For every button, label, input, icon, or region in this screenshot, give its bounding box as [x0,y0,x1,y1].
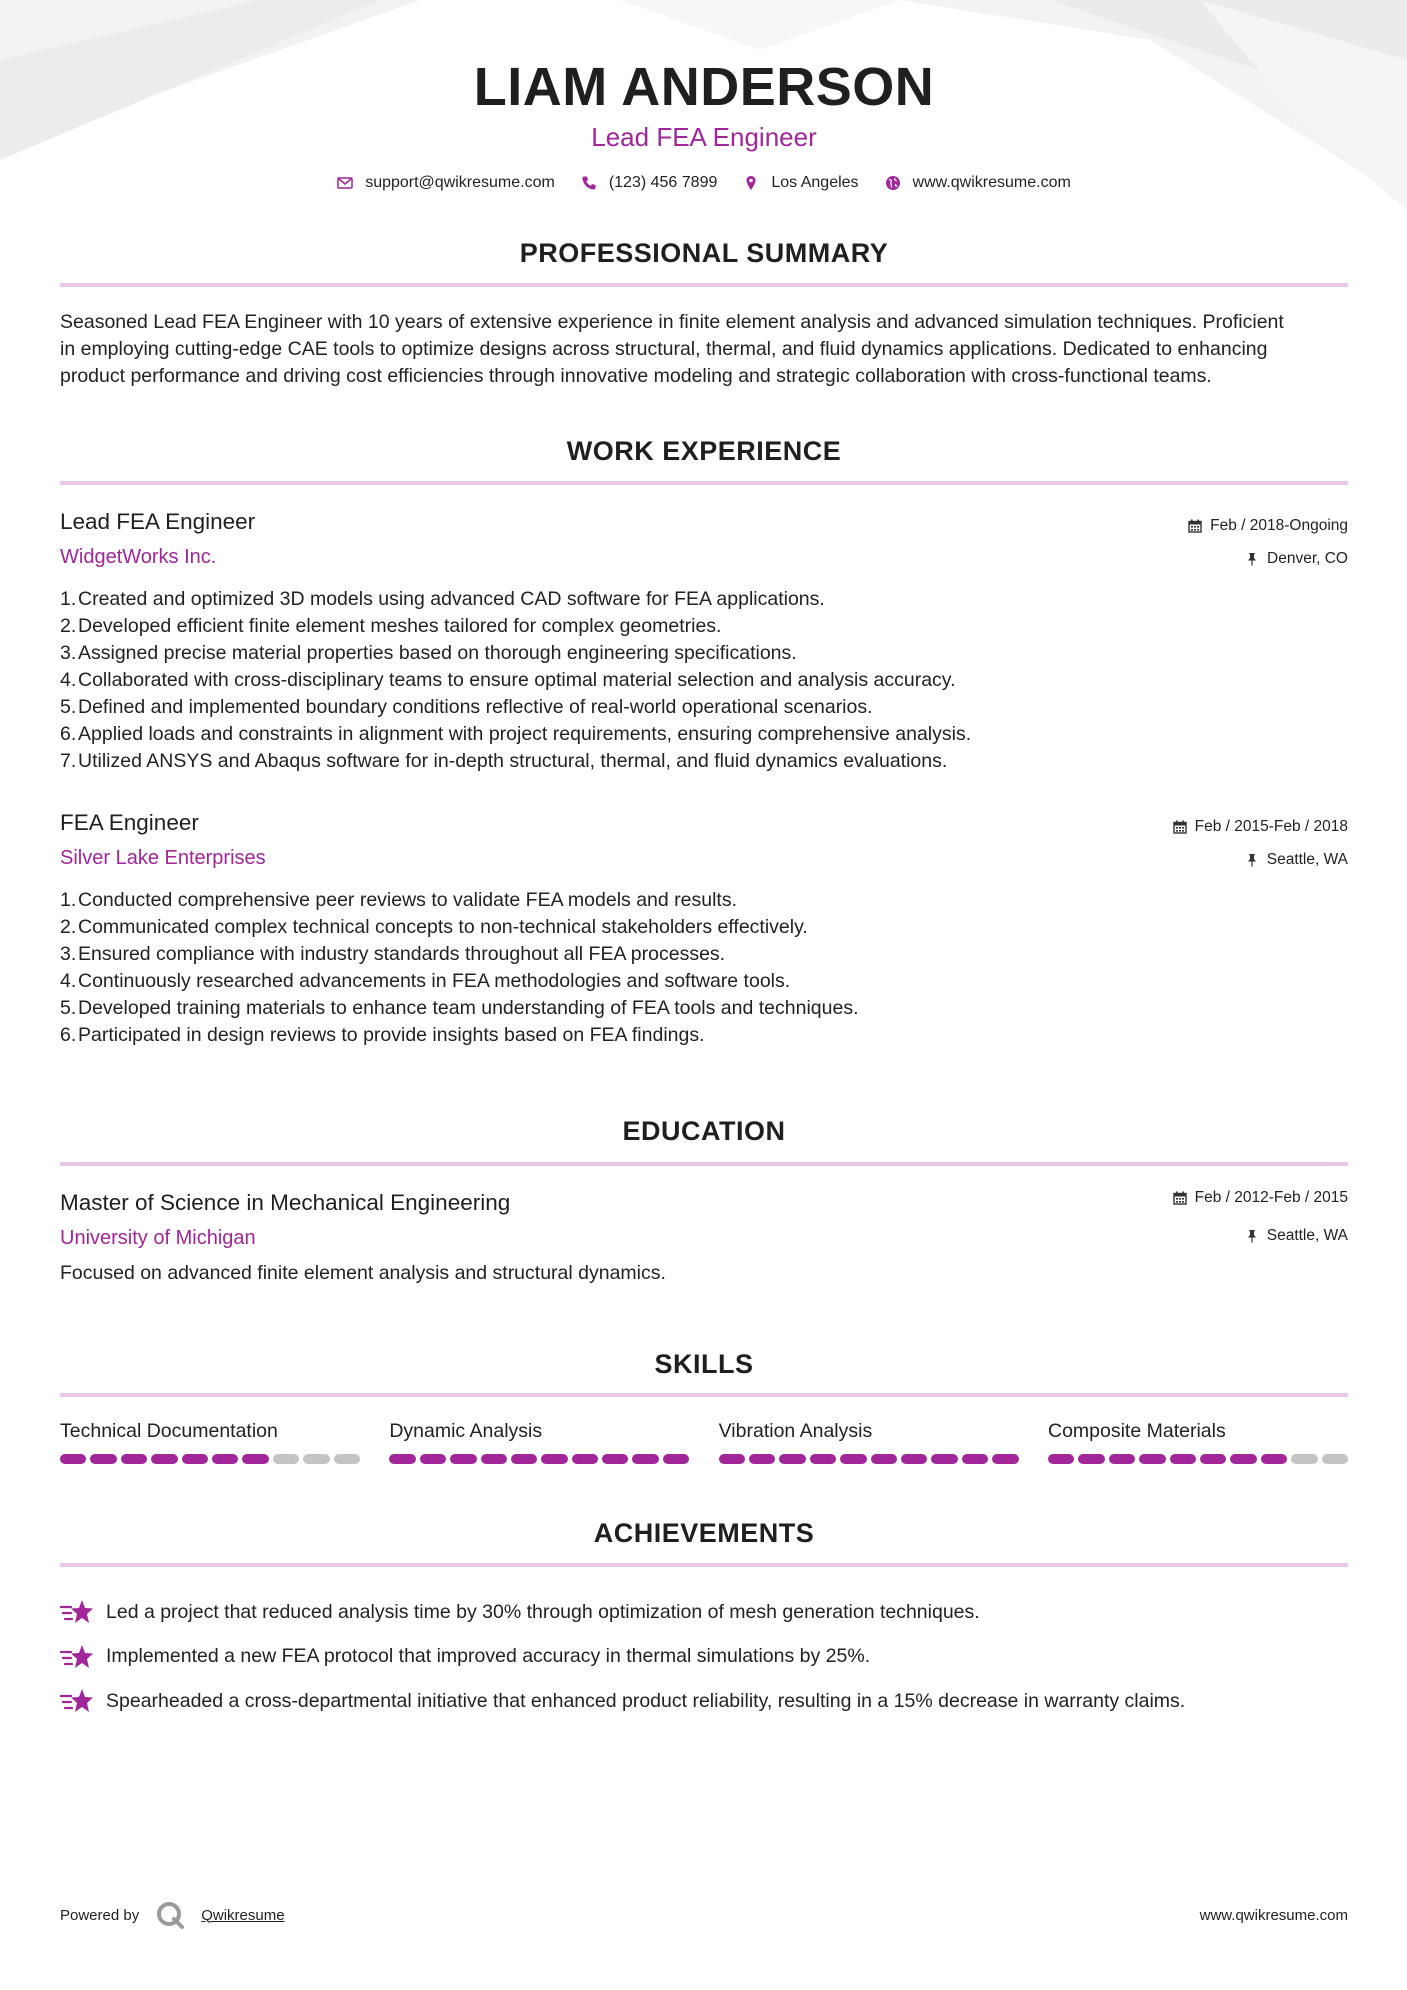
contact-website-text: www.qwikresume.com [912,174,1071,191]
skill-segment-filled [60,1454,86,1464]
skill-segment-empty [334,1454,360,1464]
job-duties-list [60,887,1348,1049]
achievements-heading: ACHIEVEMENTS [593,1518,815,1548]
skill-segment-filled [810,1454,836,1464]
duty-text: Conducted comprehensive peer reviews to validate FEA models and results. [78,889,738,911]
skill-level-bar [1048,1454,1348,1464]
skill-segment-filled [1261,1454,1287,1464]
duty-text: Continuously researched advancements in FEA methodologies and software tools. [78,970,791,992]
skill-segment-filled [420,1454,446,1464]
duty-text: Created and optimized 3D models using advanced CAD software for FEA applications. [78,588,825,610]
skill-segment-filled [749,1454,775,1464]
skill-segment-filled [481,1454,507,1464]
summary-line: Seasoned Lead FEA Engineer with 10 years of extensive experience in finite element analysis and advanced simulation techniques. Proficient [60,311,1284,333]
education-location-text: Seattle, WA [1266,1227,1348,1244]
skill-segment-filled [242,1454,268,1464]
contact-location-text: Los Angeles [771,174,859,191]
skill-segment-filled [121,1454,147,1464]
skill-name: Composite Materials [1047,1420,1226,1442]
list-item: 5. Defined and implemented boundary conditions reflective of real-world operational scenarios. [60,694,1348,721]
shooting-star-icon [60,1643,94,1671]
duty-text: Developed training materials to enhance team understanding of FEA tools and techniques. [78,997,859,1019]
achievements-divider [60,1563,1348,1567]
skill-name: Dynamic Analysis [389,1420,543,1442]
education-heading: EDUCATION [622,1116,786,1146]
summary-heading: PROFESSIONAL SUMMARY [519,238,889,268]
skill-level-bar [719,1454,1019,1464]
skill-segment-filled [541,1454,567,1464]
job-title: Lead FEA Engineer [60,509,256,534]
list-item: 3. Ensured compliance with industry standards throughout all FEA processes. [60,941,1348,968]
skills-heading: SKILLS [654,1349,754,1379]
skill-segment-filled [1078,1454,1104,1464]
education-dates-text: Feb / 2012-Feb / 2015 [1194,1189,1348,1206]
contact-bar [60,174,1348,192]
job-dates-text: Feb / 2018-Ongoing [1210,517,1348,534]
list-item: 2. Developed efficient finite element meshes tailored for complex geometries. [60,613,1348,640]
achievement-item [60,1635,1348,1680]
education-location [1245,1227,1348,1245]
duty-text: Defined and implemented boundary conditions reflective of real-world operational scenarios. [78,696,873,718]
education-description: Focused on advanced finite element analysis and structural dynamics. [60,1262,666,1284]
duty-text: Communicated complex technical concepts to non-technical stakeholders effectively. [78,916,808,938]
duty-text: Participated in design reviews to provide insights based on FEA findings. [78,1024,705,1046]
job-dates-text: Feb / 2015-Feb / 2018 [1194,818,1348,835]
phone-icon [581,175,597,191]
job-dates [1188,517,1348,535]
skill-segment-filled [182,1454,208,1464]
skill-segment-filled [632,1454,658,1464]
skills-list [60,1420,1348,1464]
summary-line: product performance and driving cost efficiencies through innovative modeling and strategic collaboration with cross-functional teams. [60,365,1212,387]
skill-segment-filled [90,1454,116,1464]
degree-title: Master of Science in Mechanical Engineering [60,1190,511,1215]
calendar-icon [1173,1191,1187,1205]
duty-text: Ensured compliance with industry standards throughout all FEA processes. [78,943,726,965]
pushpin-icon [1245,853,1259,867]
achievement-text: Implemented a new FEA protocol that improved accuracy in thermal simulations by 25%. [106,1645,871,1668]
footer-branding [60,1900,285,1930]
duty-text: Utilized ANSYS and Abaqus software for in-depth structural, thermal, and fluid dynamics evaluations. [78,750,948,772]
contact-phone-text: (123) 456 7899 [608,174,718,191]
contact-email-text: support@qwikresume.com [365,174,555,191]
skill-segment-filled [901,1454,927,1464]
duty-text: Developed efficient finite element meshes tailored for complex geometries. [78,615,722,637]
skill-name: Vibration Analysis [718,1420,873,1442]
skill-segment-empty [273,1454,299,1464]
skill-segment-filled [511,1454,537,1464]
education-divider [60,1162,1348,1166]
qwikresume-logo-icon [155,1900,185,1930]
duty-text: Assigned precise material properties based on thorough engineering specifications. [78,642,797,664]
list-item: 4. Continuously researched advancements in FEA methodologies and software tools. [60,968,1348,995]
skill-item [389,1420,689,1464]
skill-segment-filled [871,1454,897,1464]
skill-segment-filled [1200,1454,1226,1464]
achievement-text: Led a project that reduced analysis time by 30% through optimization of mesh generation techniques. [106,1600,980,1623]
skill-segment-filled [719,1454,745,1464]
qwikresume-link[interactable]: Qwikresume [201,1906,285,1924]
list-item: 5. Developed training materials to enhance team understanding of FEA tools and techniques. [60,995,1348,1022]
school-name: University of Michigan [60,1227,256,1249]
candidate-name: LIAM ANDERSON [473,57,935,117]
skill-segment-filled [450,1454,476,1464]
pushpin-icon [1245,1229,1259,1243]
skill-segment-filled [212,1454,238,1464]
skill-segment-filled [389,1454,415,1464]
summary-divider [60,283,1348,287]
skill-item [1048,1420,1348,1464]
summary-text [60,309,1348,390]
list-item: 1. Created and optimized 3D models using advanced CAD software for FEA applications. [60,586,1348,613]
skill-segment-filled [572,1454,598,1464]
skill-segment-filled [1139,1454,1165,1464]
skill-segment-empty [1291,1454,1317,1464]
skill-name: Technical Documentation [60,1420,278,1442]
skill-segment-filled [1170,1454,1196,1464]
list-item: 4. Collaborated with cross-disciplinary teams to ensure optimal material selection and analysis accuracy. [60,667,1348,694]
calendar-icon [1173,820,1187,834]
duty-text: Collaborated with cross-disciplinary teams to ensure optimal material selection and analysis accuracy. [78,669,956,691]
education-dates [1173,1189,1348,1207]
skill-segment-filled [1109,1454,1135,1464]
achievement-item [60,1590,1348,1635]
map-pin-icon [743,175,759,191]
duty-text: Applied loads and constraints in alignment with project requirements, ensuring comprehensive analysis. [78,723,972,745]
powered-by-label: Powered by [60,1906,140,1924]
achievements-list [60,1590,1348,1724]
job-location-text: Denver, CO [1267,550,1348,567]
skill-segment-filled [992,1454,1018,1464]
list-item: 6. Participated in design reviews to provide insights based on FEA findings. [60,1022,1348,1049]
job-title: FEA Engineer [60,810,199,835]
skill-segment-filled [931,1454,957,1464]
job-location [1245,550,1348,568]
skills-divider [60,1393,1348,1397]
globe-icon [885,175,901,191]
skill-item [60,1420,360,1464]
skill-segment-filled [840,1454,866,1464]
skill-segment-filled [663,1454,689,1464]
skill-segment-empty [303,1454,329,1464]
skill-segment-empty [1322,1454,1348,1464]
job-company: WidgetWorks Inc. [60,546,217,568]
skill-segment-filled [962,1454,988,1464]
experience-heading: WORK EXPERIENCE [566,436,842,466]
page-footer [60,1898,1348,1932]
list-item: 2. Communicated complex technical concepts to non-technical stakeholders effectively. [60,914,1348,941]
contact-website[interactable] [885,174,1071,192]
skill-segment-filled [1230,1454,1256,1464]
shooting-star-icon [60,1687,94,1715]
job-dates [1173,818,1348,836]
footer-website-link[interactable]: www.qwikresume.com [1199,1906,1348,1924]
candidate-job-title: Lead FEA Engineer [591,122,817,152]
summary-line: in employing cutting-edge CAE tools to optimize designs across structural, thermal, and fluid dynamics applications. Dedicated to enhancing [60,338,1268,360]
list-item: 6. Applied loads and constraints in alignment with project requirements, ensuring comprehensive analysis. [60,721,1348,748]
contact-phone[interactable] [581,174,718,192]
skill-segment-filled [1048,1454,1074,1464]
skill-item [719,1420,1019,1464]
list-item: 7. Utilized ANSYS and Abaqus software for in-depth structural, thermal, and fluid dynamics evaluations. [60,748,1348,775]
skill-segment-filled [602,1454,628,1464]
list-item: 1. Conducted comprehensive peer reviews to validate FEA models and results. [60,887,1348,914]
skill-segment-filled [779,1454,805,1464]
calendar-icon [1188,519,1202,533]
list-item: 3. Assigned precise material properties based on thorough engineering specifications. [60,640,1348,667]
skill-level-bar [389,1454,689,1464]
skill-segment-filled [151,1454,177,1464]
achievement-text: Spearheaded a cross-departmental initiative that enhanced product reliability, resulting in a 15% decrease in warranty claims. [106,1689,1186,1712]
contact-location [743,174,858,192]
job-location-text: Seattle, WA [1266,851,1348,868]
pushpin-icon [1245,552,1259,566]
contact-email[interactable] [337,174,555,192]
shooting-star-icon [60,1598,94,1626]
experience-divider [60,481,1348,485]
job-duties-list [60,586,1348,775]
skill-level-bar [60,1454,360,1464]
job-location [1245,851,1348,869]
envelope-icon [337,175,353,191]
job-company: Silver Lake Enterprises [60,847,266,869]
achievement-item [60,1679,1348,1724]
